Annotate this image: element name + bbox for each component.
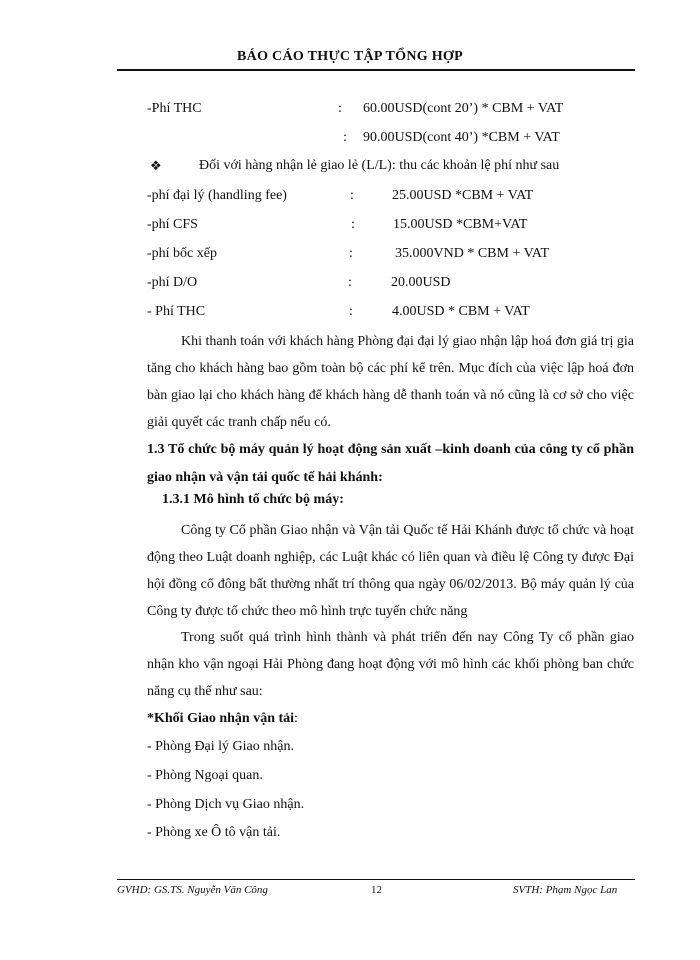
fee-separator: : — [338, 101, 342, 116]
fee-separator: : — [351, 217, 355, 232]
block-title — [147, 711, 298, 727]
list-item-department: - Phòng Ngoại quan. — [147, 768, 263, 783]
fee-separator: : — [349, 246, 353, 261]
fee-value-do: 20.00USD — [391, 275, 451, 290]
footer-page-number: 12 — [371, 884, 382, 896]
fee-label-cfs: -phí CFS — [147, 217, 198, 232]
page-header-title: BÁO CÁO THỰC TẬP TỔNG HỢP — [237, 49, 463, 64]
fee-separator: : — [343, 130, 347, 145]
footer-student: SVTH: Phạm Ngọc Lan — [513, 884, 618, 896]
fee-value-thc-40: 90.00USD(cont 40’) *CBM + VAT — [363, 130, 560, 145]
fee-value-loading: 35.000VND * CBM + VAT — [395, 246, 550, 261]
paragraph-invoice-text: Khi thanh toán với khách hàng Phòng đại đại lý giao nhận lập hoá đơn giá trị gia tăng cho khách hàng bao gồm toàn bộ các phí kể trên. Mục đích của việc lập hoá đơn bàn giao lại cho khách hàng để khách hàng dễ thanh toán và nó cũng là cơ sở cho việc giải quyết các tranh chấp nếu có. — [147, 334, 634, 430]
fee-label-thc-lcl: - Phí THC — [147, 304, 206, 319]
list-item-department: - Phòng Dịch vụ Giao nhận. — [147, 797, 305, 812]
fee-label-do: -phí D/O — [147, 275, 198, 290]
fee-label-loading: -phí bốc xếp — [147, 246, 217, 261]
block-title-text: *Khối Giao nhận vận tải — [147, 711, 295, 726]
section-heading-1-3-text: 1.3 Tổ chức bộ máy quản lý hoạt động sản xuất –kinh doanh của công ty cổ phần giao nhận và vận tải quốc tế hải khánh: — [147, 442, 634, 485]
list-item-department: - Phòng Đại lý Giao nhận. — [147, 739, 294, 754]
fee-label-thc: -Phí THC — [147, 101, 202, 116]
paragraph-development-text: Trong suốt quá trình hình thành và phát triển đến nay Công Ty cổ phần giao nhận kho vận ngoại Hải Phòng đang hoạt động với mô hình các khối phòng ban chức năng cụ thể như sau: — [147, 630, 634, 699]
footer-advisor: GVHD: GS.TS. Nguyễn Văn Công — [117, 884, 268, 896]
section-heading-1-3-1: 1.3.1 Mô hình tổ chức bộ máy: — [162, 492, 344, 507]
list-item-department: - Phòng xe Ô tô vận tải. — [147, 825, 281, 840]
header-rule — [117, 69, 635, 71]
diamond-bullet-icon: ❖ — [150, 158, 162, 173]
footer-rule — [117, 879, 635, 880]
fee-value-cfs: 15.00USD *CBM+VAT — [393, 217, 528, 232]
block-title-colon: : — [294, 711, 298, 726]
paragraph-development — [147, 624, 634, 705]
paragraph-invoice — [147, 328, 634, 436]
fee-separator: : — [350, 188, 354, 203]
fee-separator: : — [349, 304, 353, 319]
section-heading-1-3 — [147, 436, 634, 492]
lcl-heading: Đối với hàng nhận lẻ giao lẻ (L/L): thu các khoản lệ phí như sau — [199, 158, 560, 173]
fee-value-thc-20: 60.00USD(cont 20’) * CBM + VAT — [363, 101, 564, 116]
paragraph-company-text: Công ty Cổ phần Giao nhận và Vận tải Quốc tế Hải Khánh được tổ chức và hoạt động theo Luật doanh nghiệp, các Luật khác có liên quan và điều lệ Công ty được Đại hội đồng cổ đông bất thường nhất trí thông qua ngày 06/02/2013. Bộ máy quản lý của Công ty được tổ chức theo mô hình trực tuyến chức năng — [147, 523, 634, 619]
fee-value-thc-lcl: 4.00USD * CBM + VAT — [392, 304, 530, 319]
fee-value-handling: 25.00USD *CBM + VAT — [392, 188, 534, 203]
paragraph-company — [147, 517, 634, 625]
fee-separator: : — [348, 275, 352, 290]
fee-label-handling: -phí đại lý (handling fee) — [147, 188, 287, 203]
